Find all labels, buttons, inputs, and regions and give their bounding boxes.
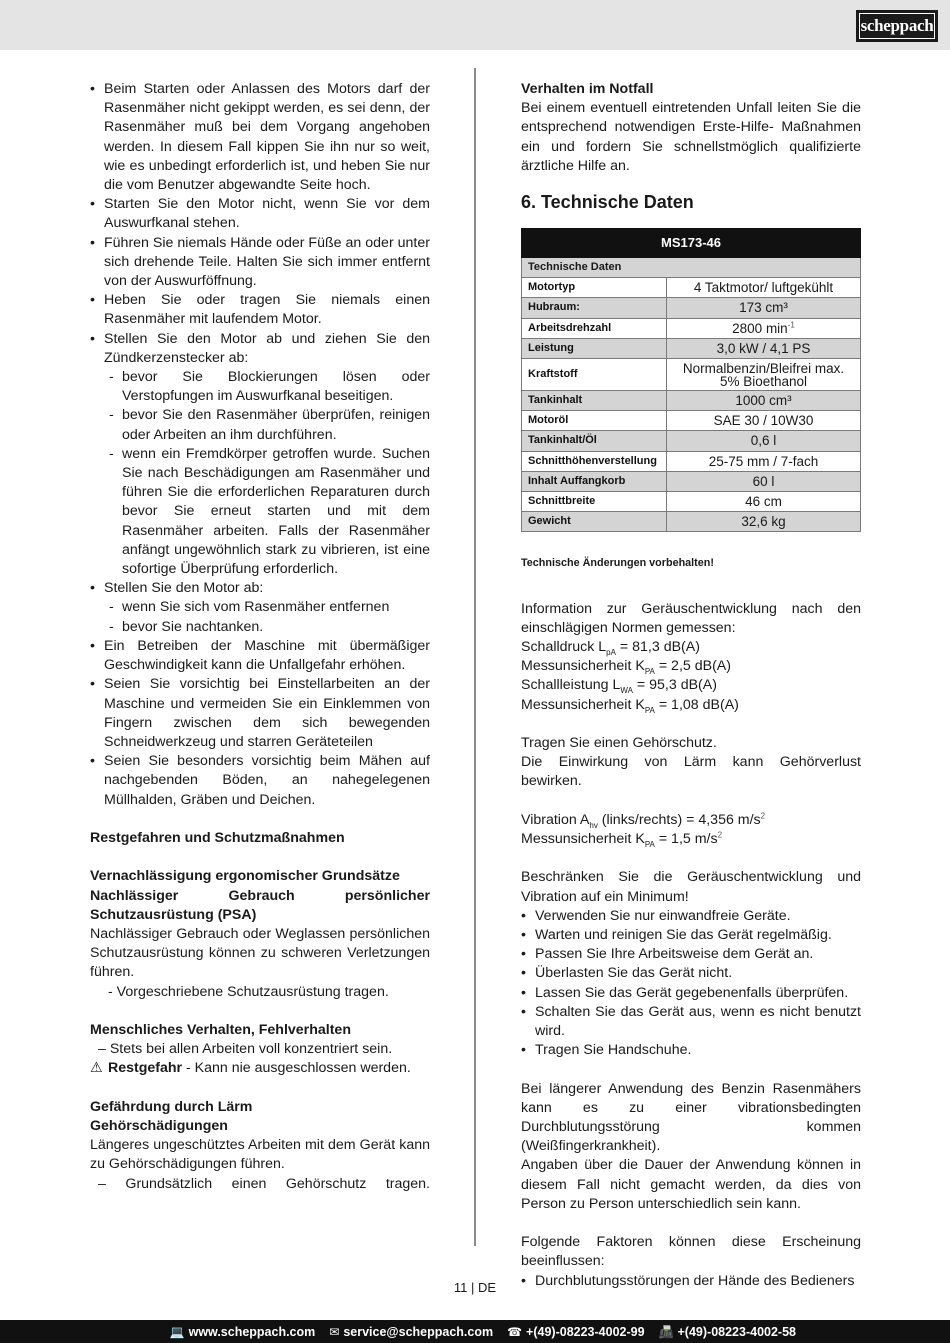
residual-risk-label: Restgefahr — [107, 1060, 183, 1077]
human-behavior-item: – Stets bei allen Arbeiten voll konzentriert sein. — [98, 1041, 393, 1058]
safety-list-1 — [90, 80, 430, 368]
hearing-loss-text: Die Einwirkung von Lärm kann Gehörverlust bewirken. — [521, 754, 861, 790]
list-item: • Heben Sie oder tragen Sie niemals einen Rasenmäher mit laufendem Motor. — [90, 291, 430, 329]
spec-value: 25-75 mm / 7-fach — [667, 451, 861, 471]
spec-value: 32,6 kg — [667, 512, 861, 532]
spec-value: 0,6 l — [667, 431, 861, 451]
list-item: • Ein Betreiben der Maschine mit übermäßiger Geschwindigkeit kann die Unfallgefahr erhöhen. — [90, 637, 430, 675]
column-divider — [474, 68, 476, 1246]
change-note: Technische Änderungen vorbehalten! — [521, 557, 714, 570]
sub-list-item: - bevor Sie Blockierungen lösen oder Verstopfungen im Auswurfkanal beseitigen. — [90, 368, 430, 406]
ergonomics-heading: Vernachlässigung ergonomischer Grundsätze — [90, 868, 400, 885]
spec-key: Leistung — [522, 338, 667, 358]
emergency-text: Bei einem eventuell eintretenden Unfall leiten Sie die entsprechend notwendigen Erste-Hilfe- Maßnahmen ein und fordern Sie schnellstmöglich qualifizierte ärztliche Hilfe an. — [521, 100, 861, 174]
section-title: 6. Technische Daten — [521, 192, 694, 213]
list-item: • Passen Sie Ihre Arbeitsweise dem Gerät an. — [521, 945, 861, 964]
spec-value: 4 Taktmotor/ luftgekühlt — [667, 278, 861, 298]
vibration-value: Vibration $A_{hv}$ (links/rechts) = 4,356 $m/s^2$ — [521, 811, 766, 830]
restgefahren-heading: Restgefahren und Schutzmaßnahmen — [90, 829, 345, 846]
spec-value: 173 cm³ — [667, 298, 861, 318]
footer-bar — [0, 1320, 950, 1343]
long-use-text: Bei längerer Anwendung des Benzin Rasenmähers kann es zu einer vibrationsbedingten Durchblutungsstörung kommen (Weißfingerkrankheit). — [521, 1080, 861, 1155]
spec-key: Motortyp — [522, 278, 667, 298]
limit-list — [521, 907, 861, 1061]
spec-key: Tankinhalt — [522, 391, 667, 411]
spec-key: Kraftstoff — [522, 359, 667, 391]
spec-key: Arbeitsdrehzahl — [522, 318, 667, 338]
vibration-uncertainty: Messunsicherheit $K_{PA} = 1,5$ $m/s^2$ — [521, 830, 723, 849]
list-item: • Lassen Sie das Gerät gegebenenfalls überprüfen. — [521, 984, 861, 1003]
footer-phone[interactable]: ☎ +(49)-08223-4002-99 — [507, 1324, 645, 1339]
spec-value: SAE 30 / 10W30 — [667, 411, 861, 431]
spec-value: Normalbenzin/Bleifrei max. 5% Bioethanol — [667, 359, 861, 391]
sub-list-1 — [90, 368, 430, 579]
mail-icon: ✉ — [329, 1324, 340, 1339]
list-item: • Starten Sie den Motor nicht, wenn Sie vor dem Auswurfkanal stehen. — [90, 195, 430, 233]
sub-list-item: - bevor Sie nachtanken. — [90, 618, 430, 637]
list-item: • Stellen Sie den Motor ab und ziehen Sie den Zündkerzenstecker ab: — [90, 330, 430, 368]
list-item: • Schalten Sie das Gerät aus, wenn es nicht benutzt wird. — [521, 1003, 861, 1041]
spec-key: Schnittbreite — [522, 492, 667, 512]
spec-key: Hubraum: — [522, 298, 667, 318]
limit-intro: Beschränken Sie die Geräuschentwicklung und Vibration auf ein Minimum! — [521, 869, 861, 905]
noise-intro: Information zur Geräuschentwicklung nach den einschlägigen Normen gemessen: — [521, 600, 861, 636]
noise-value-3: Schallleistung $L_{WA} = 95,3$ dB(A) — [521, 677, 717, 696]
hearing-damage-heading: Gehörschädigungen — [90, 1117, 228, 1134]
list-item: • Warten und reinigen Sie das Gerät regelmäßig. — [521, 926, 861, 945]
computer-icon: 💻 — [169, 1324, 185, 1339]
spec-value: 46 cm — [667, 492, 861, 512]
warning-triangle-icon: ⚠ — [90, 1060, 103, 1077]
spec-value: 60 l — [667, 471, 861, 491]
footer-website[interactable]: 💻 www.scheppach.com — [169, 1324, 316, 1339]
sub-list-item: - wenn ein Fremdkörper getroffen wurde. Suchen Sie nach Beschädigungen am Rasenmäher und führen Sie die erforderlichen Reparaturen durch bevor Sie erneut starten und mit dem Rasenmäher arbeiten. Falls der Rasenmäher anfängt ungewöhnlich stark zu vibrieren, ist eine sofortige Überprüfung erforderlich. — [90, 445, 430, 579]
noise-text: Längeres ungeschütztes Arbeiten mit dem Gerät kann zu Gehörschädigungen führen. — [90, 1137, 430, 1173]
scheppach-logo: scheppach — [856, 10, 938, 42]
safety-list-2 — [90, 637, 430, 810]
footer-fax: 📠 +(49)-08223-4002-58 — [658, 1324, 796, 1339]
psa-item: - Vorgeschriebene Schutzausrüstung tragen. — [108, 983, 389, 1000]
spec-key: Inhalt Auffangkorb — [522, 471, 667, 491]
spec-key: Motoröl — [522, 411, 667, 431]
list-item: • Beim Starten oder Anlassen des Motors darf der Rasenmäher nicht gekippt werden, es sei denn, der Rasenmäher muß bei dem Vorgang angehoben werden. In diesem Fall kippen Sie ihn nur so weit, wie es unbedingt erforderlich ist, und heben Sie nur die vom Benutzer abgewandte Seite hoch. — [90, 80, 430, 195]
list-item: • Seien Sie besonders vorsichtig beim Mähen auf nachgebenden Böden, an nahegelegenen Müllhalden, Gräben und Deichen. — [90, 752, 430, 810]
noise-value-1: Schalldruck $L_{pA} = 81,3$ dB(A) — [521, 639, 700, 657]
left-column — [90, 80, 430, 1194]
fax-icon: 📠 — [658, 1324, 674, 1339]
residual-risk-line — [90, 1059, 430, 1078]
safety-list-stop — [90, 579, 430, 598]
sub-list-item: - wenn Sie sich vom Rasenmäher entfernen — [90, 598, 430, 617]
factors-intro: Folgende Faktoren können diese Erscheinung beeinflussen: — [521, 1234, 861, 1270]
spec-value: 2800 $\min^{-1}$ — [667, 318, 861, 338]
noise-value-2: Messunsicherheit $K_{PA} = 2,5$ dB(A) — [521, 658, 731, 677]
list-item: • Seien Sie vorsichtig bei Einstellarbeiten an der Maschine und vermeiden Sie ein Einklemmen von Fingern zwischen dem sich bewegenden Schneidwerkzeug und starren Geräteteilen — [90, 675, 430, 752]
footer-email[interactable]: ✉ service@scheppach.com — [329, 1324, 494, 1339]
model-header: MS173-46 — [522, 229, 861, 258]
sub-list-2 — [90, 598, 430, 636]
sub-list-item: - bevor Sie den Rasenmäher überprüfen, reinigen oder Arbeiten an ihm durchführen. — [90, 406, 430, 444]
duration-text: Angaben über die Dauer der Anwendung können in diesem Fall nicht gemacht werden, da dies von Person zu Person unterschiedlich sein kann. — [521, 1157, 861, 1212]
emergency-heading: Verhalten im Notfall — [521, 81, 654, 97]
page-number: 11 | DE — [453, 1280, 497, 1295]
noise-item: – Grundsätzlich einen Gehörschutz tragen. — [98, 1175, 430, 1192]
spec-key: Tankinhalt/Öl — [522, 431, 667, 451]
list-item: • Durchblutungsstörungen der Hände des Bedieners — [521, 1272, 861, 1291]
hearing-protection-text: Tragen Sie einen Gehörschutz. — [521, 735, 717, 752]
header-bar — [0, 0, 950, 50]
residual-risk-text: - Kann nie ausgeschlossen werden. — [182, 1060, 411, 1077]
spec-key: Gewicht — [522, 512, 667, 532]
technical-data-table — [521, 228, 861, 532]
spec-value: 1000 cm³ — [667, 391, 861, 411]
right-column — [521, 80, 861, 1291]
psa-text: Nachlässiger Gebrauch oder Weglassen persönlichen Schutzausrüstung können zu schweren Verletzungen führen. — [90, 925, 430, 981]
table-group-header: Technische Daten — [522, 258, 861, 278]
list-item: • Führen Sie niemals Hände oder Füße an oder unter sich drehende Teile. Halten Sie sich immer entfernt von der Auswurföffnung. — [90, 234, 430, 292]
phone-icon: ☎ — [507, 1324, 523, 1339]
list-item: • Tragen Sie Handschuhe. — [521, 1041, 861, 1060]
psa-heading: Nachlässiger Gebrauch persönlicher Schutzausrüstung (PSA) — [90, 887, 430, 923]
spec-value: 3,0 kW / 4,1 PS — [667, 338, 861, 358]
list-item: • Überlasten Sie das Gerät nicht. — [521, 964, 861, 983]
list-item: • Verwenden Sie nur einwandfreie Geräte. — [521, 907, 861, 926]
noise-heading: Gefährdung durch Lärm — [90, 1098, 253, 1115]
spec-key: Schnitthöhenverstellung — [522, 451, 667, 471]
list-item: • Stellen Sie den Motor ab: — [90, 579, 430, 598]
noise-value-4: Messunsicherheit $K_{PA} = 1,08$ dB(A) — [521, 696, 739, 715]
human-behavior-heading: Menschliches Verhalten, Fehlverhalten — [90, 1021, 351, 1038]
